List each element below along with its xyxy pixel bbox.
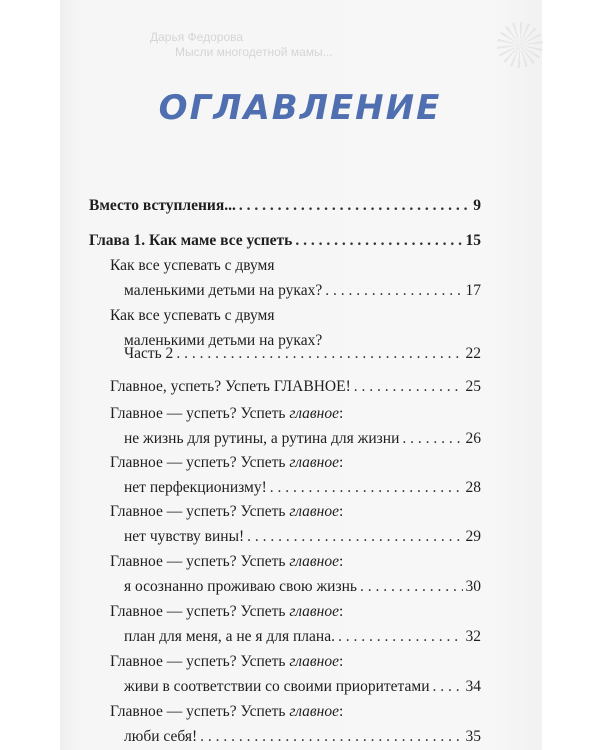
toc-entry-line1: Главное — успеть? Успеть главное: [110,503,344,520]
toc-entry[interactable] [124,282,481,300]
leader-dots [354,378,463,396]
toc-entry-page: 9 [473,197,481,214]
toc-entry-title: не жизнь для рутины, а рутина для жизни [124,430,400,447]
toc-entry[interactable] [110,378,481,396]
toc-entry-line1: Главное — успеть? Успеть главное: [110,653,344,670]
toc-entry-line1: Главное — успеть? Успеть главное: [110,603,344,620]
toc-entry-page: 17 [465,282,481,299]
leader-dots [176,345,462,363]
toc-entry-page: 35 [465,728,481,745]
toc-entry-title: маленькими детьми на руках? [124,282,323,299]
toc-entry-line1: Как все успевать с двумя [110,257,275,274]
toc-entry[interactable] [124,528,481,546]
toc-entry-line1: Как все успевать с двумя [110,307,275,324]
ghost-header-author: Дарья Федорова [150,30,244,44]
toc-entry-page: 29 [465,528,481,545]
leader-dots [338,628,463,646]
toc-entry-page: 25 [465,378,481,395]
toc-entry-title: Главное, успеть? Успеть ГЛАВНОЕ! [110,378,351,395]
toc-entry-page: 28 [465,479,481,496]
toc-entry-line1: Главное — успеть? Успеть главное: [110,405,344,422]
toc-entry-page: 30 [465,578,481,595]
toc-entry-line1: Главное — успеть? Успеть главное: [110,553,344,570]
toc-entry-title: план для меня, а не я для плана. [124,628,335,645]
leader-dots [200,728,462,746]
toc-entry-line1: Главное — успеть? Успеть главное: [110,703,344,720]
toc-entry-title: Глава 1. Как маме все успеть [89,232,293,249]
toc-entry[interactable] [89,197,481,215]
leader-dots [295,232,462,250]
toc-entry-line1: Главное — успеть? Успеть главное: [110,454,344,471]
page-title: ОГЛАВЛЕНИЕ [158,88,442,128]
toc-entry-page: 32 [465,628,481,645]
leader-dots [360,578,463,596]
leader-dots [239,197,470,215]
toc-entry-title: Вместо вступления... [89,197,236,214]
toc-entry[interactable] [124,728,481,746]
toc-entry[interactable] [124,628,481,646]
toc-entry[interactable] [124,578,481,596]
leader-dots [433,678,463,696]
leader-dots [270,479,463,497]
toc-entry-title: живи в соответствии со своими приоритетами [124,678,430,695]
leader-dots [402,430,462,448]
toc-entry-page: 34 [465,678,481,695]
toc-entry-title: нет чувству вины! [124,528,245,545]
toc-entry-title: Часть 2 [124,345,174,362]
toc-entry[interactable] [124,345,481,363]
leader-dots [325,282,462,300]
toc-entry-title: люби себя! [124,728,198,745]
toc-entry[interactable] [124,430,481,448]
toc-entry-page: 22 [465,345,481,362]
toc-entry-title: нет перфекционизму! [124,479,267,496]
ghost-header-subtitle: Мысли многодетной мамы... [175,45,333,59]
sun-ornament-icon [497,22,543,68]
toc-entry[interactable] [124,479,481,497]
leader-dots [247,528,462,546]
toc-entry[interactable] [124,678,481,696]
toc-entry-page: 26 [465,430,481,447]
toc-entry-title: я осознанно проживаю свою жизнь [124,578,357,595]
toc-entry[interactable] [89,232,481,250]
toc-entry-page: 15 [465,232,481,249]
toc-entry-line2: маленькими детьми на руках? [124,332,323,349]
